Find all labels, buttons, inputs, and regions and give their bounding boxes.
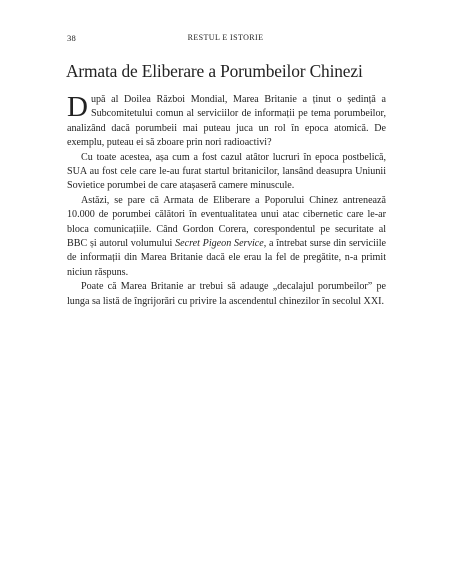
running-header	[67, 33, 384, 45]
paragraph-3-text-before: Astăzi, se pare că Armata de Eliberare a Poporului Chinez antrenează 10.000 de porumbei călători în eventualitatea unui atac cibernetic care le-ar bloca comunicațiile. Când Gordon Corera, corespondentul pe securitate al BBC și autorul volumului	[67, 194, 386, 250]
paragraph-3-text-after: , a întrebat surse din serviciile de informații din Marea Britanie dacă ele erau la fel de pregătite, n-a primit niciun răspuns.	[67, 238, 386, 278]
drop-cap: D	[67, 91, 88, 123]
paragraph-1-text: upă al Doilea Război Mondial, Marea Britanie a ținut o ședință a Subcomitetului comun al serviciilor de informații pe tema porumbeilor, analizând dacă porumbeii mai puteau juca un rol în epoca atomică. De exemplu, puteau ei să zboare prin nori radioactivi?	[67, 94, 386, 149]
paragraph-1	[67, 93, 386, 151]
page-number: 38	[67, 33, 76, 43]
paragraph-2: Cu toate acestea, așa cum a fost cazul atâtor lucruri în epoca postbelică, SUA au fost cele care le-au furat startul britanicilor, lansând deasupra Uniunii Sovietice porumbei de care atașaseră camere minuscule.	[67, 151, 386, 192]
chapter-title: Armata de Eliberare a Porumbeilor Chinezi	[66, 61, 363, 81]
running-title: RESTUL E ISTORIE	[187, 33, 264, 42]
book-title: Secret Pigeon Service	[175, 238, 264, 250]
body-text	[67, 93, 386, 309]
paragraph-4: Poate că Marea Britanie ar trebui să adauge „decalajul porumbeilor” pe lunga sa listă de îngrijorări cu privire la ascendentul chinezilor în secolul XXI.	[67, 281, 386, 307]
paragraph-3	[67, 194, 386, 280]
